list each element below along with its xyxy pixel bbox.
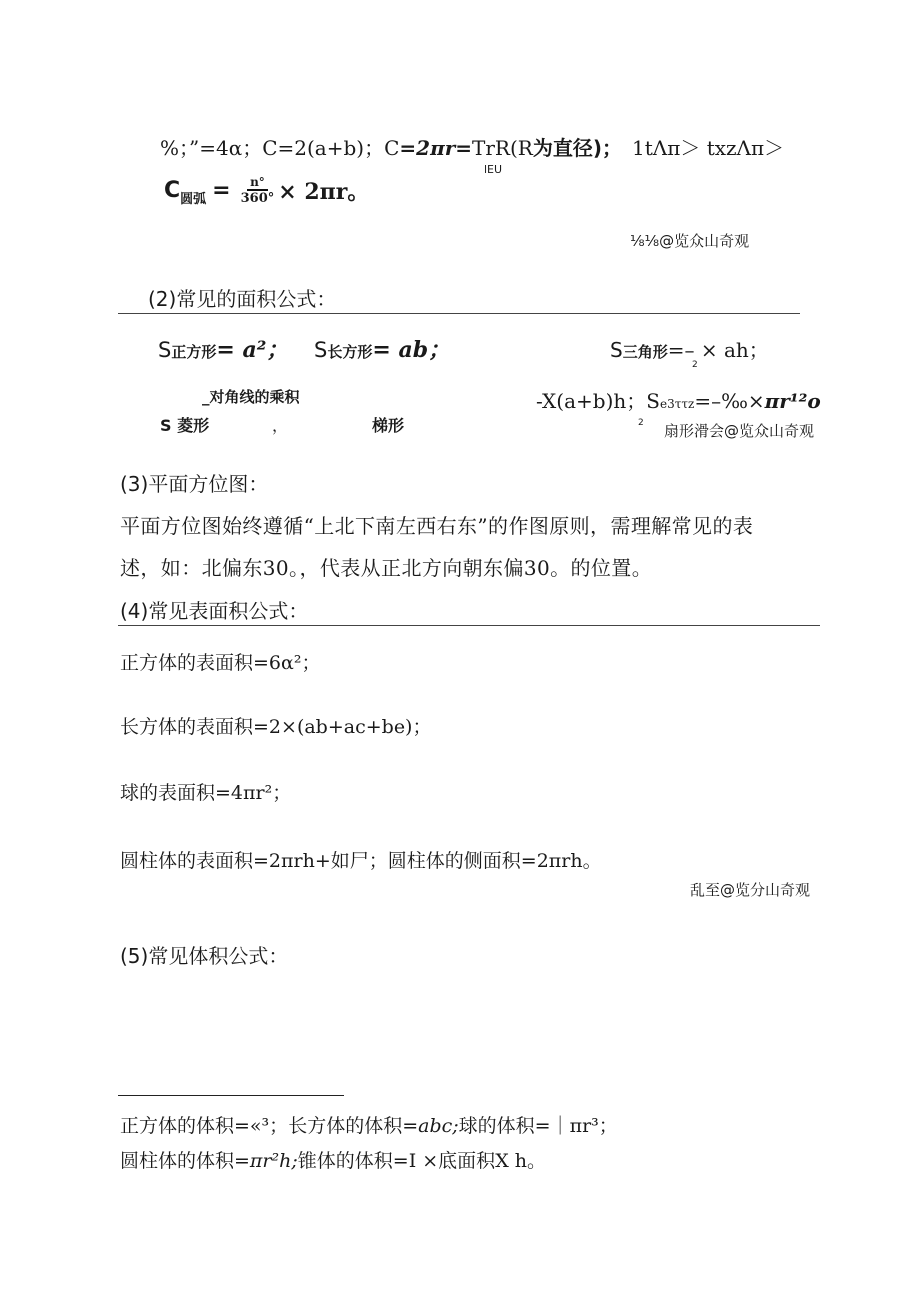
cuboid-surface xyxy=(120,712,431,739)
rect-area xyxy=(314,333,450,364)
rect-s: S xyxy=(314,338,328,362)
area-divider xyxy=(118,313,800,314)
direction-heading-text: (3)平面方位图： xyxy=(120,472,269,496)
cyl-surface-eq2: =2πrh。 xyxy=(520,850,602,872)
sphere-surface-label: 球的表面积 xyxy=(120,782,216,804)
tri-sub: 三角形 xyxy=(622,343,668,361)
cuboid-surface-eq: =2×(ab+ac+be)； xyxy=(253,716,432,738)
sq-s: S xyxy=(158,338,172,362)
cuboid-volume-label: 长方体的体积 xyxy=(288,1115,403,1137)
arc-fraction xyxy=(241,175,275,207)
rhombus-label: S 菱形 xyxy=(160,416,210,433)
cone-volume-label: 锥体的体积 xyxy=(297,1150,393,1172)
trap-tail: =–‰× xyxy=(694,389,765,413)
cyl-volume-eq: =πr²h; xyxy=(234,1150,298,1172)
direction-para-2: 述，如：北偏东30。，代表从正北方向朝东偏30。的位置。 xyxy=(120,556,653,580)
arc-length-formula xyxy=(164,174,369,207)
direction-heading xyxy=(120,468,268,497)
volume-heading-text: (5)常见体积公式： xyxy=(120,944,289,968)
sphere-surface xyxy=(120,778,291,805)
perimeter-text-e: 1tΛπ＞ txzΛπ＞ xyxy=(631,136,785,160)
trap-tail2: πr¹²o xyxy=(764,389,821,413)
cone-volume-tail: X h。 xyxy=(495,1150,546,1172)
perimeter-text-a: %；”=4α；C=2(a+b)；C xyxy=(160,136,400,160)
tri-small: 2 xyxy=(692,360,698,370)
sq-eq: = a²； xyxy=(216,337,289,363)
triangle-area xyxy=(610,334,769,363)
surface-divider xyxy=(118,625,820,626)
square-area xyxy=(158,333,288,364)
cylinder-surface xyxy=(120,846,602,873)
sphere-surface-eq: =4πr²； xyxy=(215,782,292,804)
direction-para-1: 平面方位图始终遵循“上北下南左西右东”的作图原则，需理解常见的表 xyxy=(120,514,754,538)
rect-eq: = ab； xyxy=(372,337,451,363)
perimeter-text-c: TrR(R xyxy=(472,136,533,160)
area-comma: ， xyxy=(272,416,289,435)
trap-eq: -X(a+b)h；S xyxy=(536,389,660,413)
cube-volume-eq: =«³； xyxy=(234,1115,289,1137)
arc-eq: = xyxy=(212,178,231,203)
trap-sub: e3ττz xyxy=(659,397,695,411)
cone-volume-eq: =I × xyxy=(392,1150,439,1172)
perimeter-sub-note: lEU xyxy=(484,163,503,176)
cyl-surface-label: 圆柱体的表面积 xyxy=(120,850,254,872)
arc-tail: × 2πr。 xyxy=(278,179,370,205)
perimeter-text-b: =2πr= xyxy=(399,136,473,160)
cyl-volume-label: 圆柱体的体积 xyxy=(120,1150,235,1172)
footnote-rule xyxy=(118,1095,344,1096)
sphere-volume-eq: =｜πr³； xyxy=(534,1115,618,1137)
sector-watermark: 扇形滑会@览众山奇观 xyxy=(664,422,815,440)
cube-volume-label: 正方体的体积 xyxy=(120,1115,235,1137)
perimeter-text-d: 为直径)； xyxy=(532,136,622,160)
surface-heading-text: (4)常见表面积公式： xyxy=(120,599,309,623)
area-heading xyxy=(148,283,336,312)
cube-surface xyxy=(120,648,320,675)
area-small2: 2 xyxy=(638,418,644,428)
cube-surface-eq: =6α²； xyxy=(253,652,321,674)
rect-sub: 长方形 xyxy=(327,343,373,361)
watermark-1: ⅛⅛@览众山奇观 xyxy=(630,232,750,250)
sq-sub: 正方形 xyxy=(171,343,217,361)
arc-num: n° xyxy=(247,175,268,191)
cyl-surface-eq: =2πrh+ xyxy=(253,850,331,872)
tri-s: S xyxy=(610,338,623,362)
arc-sub: 圆弧 xyxy=(180,192,207,207)
arc-den: 360° xyxy=(240,190,275,206)
trapezoid-area xyxy=(536,385,821,414)
area-heading-text: (2)常见的面积公式： xyxy=(148,287,337,311)
sphere-volume-label: 球的体积 xyxy=(458,1115,535,1137)
diagonal-product: _对角线的乘积 xyxy=(202,388,300,406)
volume-line-1 xyxy=(120,1111,618,1138)
cuboid-volume-eq: =abc; xyxy=(402,1115,459,1137)
watermark-3: 乱至@览分山奇观 xyxy=(690,881,811,899)
arc-c: C xyxy=(164,178,181,203)
cyl-surface-mid: 如尸；圆柱体的侧面积 xyxy=(330,850,521,872)
perimeter-formulas-line xyxy=(160,132,784,161)
base-area-label: 底面积 xyxy=(438,1150,496,1172)
trapezoid-label: 梯形 xyxy=(372,416,405,435)
surface-heading xyxy=(120,595,308,624)
cube-surface-label: 正方体的表面积 xyxy=(120,652,254,674)
volume-heading xyxy=(120,940,288,969)
tri-eq: =– × ah； xyxy=(667,338,769,362)
volume-line-2 xyxy=(120,1146,546,1173)
cuboid-surface-label: 长方体的表面积 xyxy=(120,716,254,738)
